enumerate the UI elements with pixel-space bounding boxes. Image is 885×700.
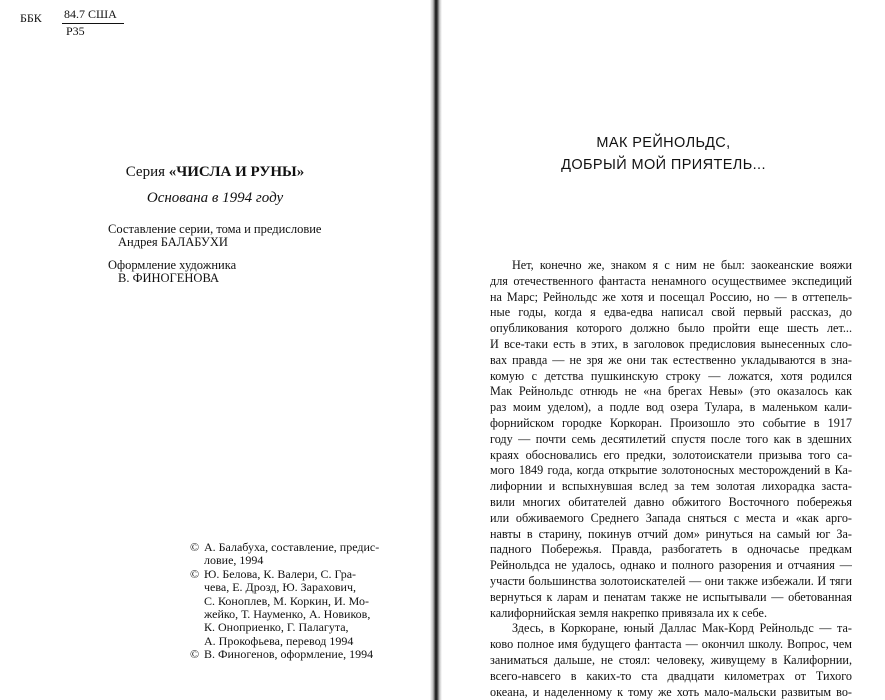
text-line: Нет, конечно же, знаком я с ним не был: заокеанские вояжи (512, 258, 852, 272)
text-line: форнийском городке Коркоран. Произошло это событие в 1917 (490, 415, 852, 430)
text-line: всего-навсего в каких-то ста двадцати километрах от Тихого (490, 668, 852, 683)
text-line: заниматься дальше, не стоял: человеку, живущему в Калифорнии, (490, 652, 852, 667)
text-line: вах правда — не зря же они так естественно укладываются в зна- (490, 352, 852, 367)
text-line: на Марс; Рейнольдс же хотя и посещал Россию, но — в оттепель- (490, 289, 852, 304)
text-line: падного Побережья. Правда, разбогатеть в одночасье предкам (490, 542, 852, 557)
text-line: мого 1849 года, когда открытие золотоносных месторождений в Ка- (490, 463, 852, 478)
bbk-label: ББК (20, 11, 42, 25)
book-gutter (430, 0, 442, 700)
text-line: океана, и наделенному к тому же хоть мало-мальски развитым во- (490, 684, 852, 699)
text-line: раз моим уделом), а подле вод озера Тулара, в маленьком кали- (490, 400, 852, 415)
text-line: году — почти семь десятилетий спустя после того как в здешних (490, 431, 852, 446)
text-line: комую с детства пушкинскую строку — ложатся, хотя родился (490, 368, 852, 383)
copyright-block (190, 541, 420, 662)
copyright-symbol-icon: © (190, 566, 200, 581)
credit-compiler (108, 223, 321, 249)
text-line: краях обосновались его предки, золотоискатели призыва того са- (490, 447, 852, 462)
text-line: калифорнийская земля накрепко привязала их к себе. (490, 605, 768, 620)
text-line: вернуться к ларам и пенатам также не испытывали — обетованная (490, 589, 852, 604)
text-line: навты в старину, покинув отчий дом» ринуться на самый юг За- (490, 526, 852, 541)
chapter-title-line: МАК РЕЙНОЛЬДС, (596, 135, 731, 151)
chapter-title-line: ДОБРЫЙ МОЙ ПРИЯТЕЛЬ... (561, 157, 766, 173)
text-line: опубликования которого должно было пройти еще шесть лет... (490, 321, 852, 336)
credit-name: В. ФИНОГЕНОВА (118, 271, 220, 285)
copyright-line: Ю. Белова, К. Валери, С. Гра- (204, 566, 357, 581)
text-line: Мак Рейнольдс отнюдь не «на брегах Невы» (это оказалось как (490, 384, 852, 399)
copyright-line: В. Финогенов, оформление, 1994 (204, 647, 374, 662)
text-line: ные годы, когда я едва-едва написал свой первый рассказ, до (490, 305, 852, 320)
series-prefix: Серия (125, 164, 165, 180)
copyright-symbol-icon: © (190, 540, 200, 554)
copyright-line: С. Коноплев, М. Коркин, И. Мо- (204, 593, 370, 608)
copyright-line: чева, Е. Дрозд, Ю. Зарахович, (204, 580, 357, 595)
copyright-entry (190, 541, 420, 568)
credit-name: Андрея БАЛАБУХИ (118, 235, 228, 249)
copyright-line: ловие, 1994 (204, 553, 264, 568)
text-line: лифорнии и вспыхнувшая вслед за тем золотая лихорадка заста- (490, 479, 852, 494)
text-line: Здесь, в Коркоране, юный Даллас Мак-Корд Рейнольдс — та- (512, 621, 852, 636)
copyright-line: А. Балабуха, составление, предис- (204, 540, 380, 554)
right-page (442, 0, 885, 700)
copyright-entry (190, 568, 420, 648)
series-name: «ЧИСЛА И РУНЫ» (168, 164, 305, 180)
credit-role: Составление серии, тома и предисловие (108, 222, 322, 236)
series-line (0, 164, 430, 181)
copyright-symbol-icon: © (190, 647, 200, 662)
text-line: участи большинства золотоискателей — они также избежали. И тяги (490, 573, 852, 588)
preface-body-text (490, 258, 852, 700)
bbk-index-block (62, 8, 162, 38)
text-line: или обживаемого Среднего Запада сняться с места и «как арго- (490, 510, 852, 525)
text-line: Рейнольдса не удалось, однако и полного разорения и отчаяния — (490, 558, 852, 573)
left-page (0, 0, 430, 700)
credit-artist (108, 259, 236, 285)
copyright-line: К. Оноприенко, Г. Палагута, (204, 620, 349, 635)
copyright-line: А. Прокофьева, перевод 1994 (204, 633, 354, 648)
series-founded: Основана в 1994 году (146, 190, 284, 206)
bbk-index: 84.7 США (62, 8, 124, 24)
text-line: для отечественного фантаста ненамного осуществимее экспедиций (490, 273, 852, 288)
chapter-title (442, 132, 885, 176)
copyright-line: жейко, Т. Науменко, А. Новиков, (204, 607, 371, 622)
bbk-author-mark: Р35 (66, 24, 85, 38)
text-line: И все-таки есть в этих, в заголовок предисловия вынесенных сло- (490, 336, 852, 351)
text-line: ково полное имя будущего фантаста — окончил школу. Вопрос, чем (490, 637, 852, 652)
credit-role: Оформление художника (108, 258, 237, 272)
copyright-entry (190, 648, 420, 661)
text-line: вили многих обитателей давно обжитого Восточного побережья (490, 494, 852, 509)
